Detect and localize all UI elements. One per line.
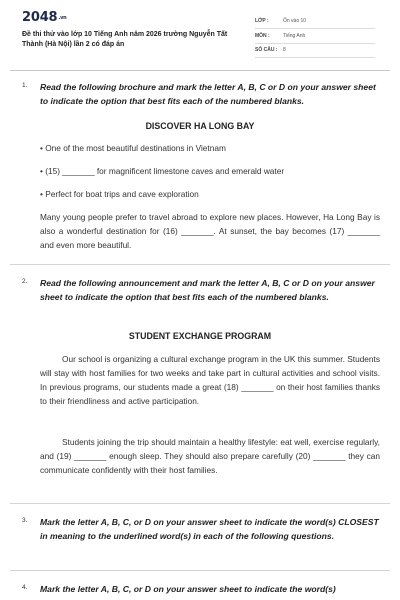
question-instruction: Mark the letter A, B, C, or D on your answer sheet to indicate the word(s) <box>40 584 336 594</box>
passage-paragraph: Many young people prefer to travel abroad to explore new places. However, Ha Long Bay is also a wonderful destination for (16) _______. At sunset, the bay becomes (17) _______ and even more beautiful. <box>40 212 380 250</box>
passage-heading: DISCOVER HA LONG BAY <box>145 121 255 131</box>
header-divider <box>10 70 390 71</box>
logo-suffix: .vn <box>58 15 67 21</box>
question-instruction: Read the following brochure and mark the letter A, B, C or D on your answer sheet to indicate the option that best fits each of the numbered blanks. <box>40 82 376 106</box>
meta-key: LỚP : <box>255 18 269 24</box>
site-logo[interactable] <box>22 10 67 25</box>
meta-key: SỐ CÂU : <box>255 47 278 53</box>
question-number: 3. <box>22 517 28 524</box>
passage-paragraph: Students joining the trip should maintain a healthy lifestyle: eat well, exercise regularly, and (19) _______ enough sleep. They should also prepare carefully (20) _______ they can communicate confidently with their host families. <box>40 437 380 475</box>
meta-value: Tiếng Anh <box>283 33 306 39</box>
page-header <box>0 0 400 62</box>
question-instruction: Read the following announcement and mark the letter A, B, C or D on your answer sheet to indicate the option that best fits each of the numbered blanks. <box>40 278 375 302</box>
bullet-item: • (15) _______ for magnificent limestone caves and emerald water <box>40 166 285 176</box>
passage-heading: STUDENT EXCHANGE PROGRAM <box>128 331 272 341</box>
meta-subject <box>255 31 375 44</box>
bullet-item: • Perfect for boat trips and cave exploration <box>40 189 199 199</box>
logo-text: 2048 <box>22 10 58 25</box>
question-number: 4. <box>22 584 28 591</box>
meta-class <box>255 16 375 29</box>
passage-paragraph: Our school is organizing a cultural exchange program in the UK this summer. Students will stay with host families for two weeks and take part in cultural activities and school visits. In previous programs, our students made a great (18) _______ on their host families thanks to their friendliness and active participation. <box>40 354 380 406</box>
meta-question-count <box>255 45 375 58</box>
meta-key: MÔN : <box>255 33 270 39</box>
question-instruction: Mark the letter A, B, C, or D on your answer sheet to indicate the word(s) CLOSEST in meaning to the underlined word(s) in each of the following questions. <box>40 517 379 541</box>
question-divider <box>10 570 390 571</box>
document-title: Đề thi thử vào lớp 10 Tiếng Anh năm 2026 trường Nguyễn Tất Thành (Hà Nội) lần 2 có đáp án <box>22 31 228 48</box>
bullet-item: • One of the most beautiful destinations in Vietnam <box>40 143 226 153</box>
meta-value: 8 <box>283 47 286 53</box>
meta-value: Ôn vào 10 <box>283 18 307 24</box>
question-number: 2. <box>22 278 28 285</box>
question-divider <box>10 503 390 504</box>
question-number: 1. <box>22 82 28 89</box>
question-divider <box>10 264 390 265</box>
